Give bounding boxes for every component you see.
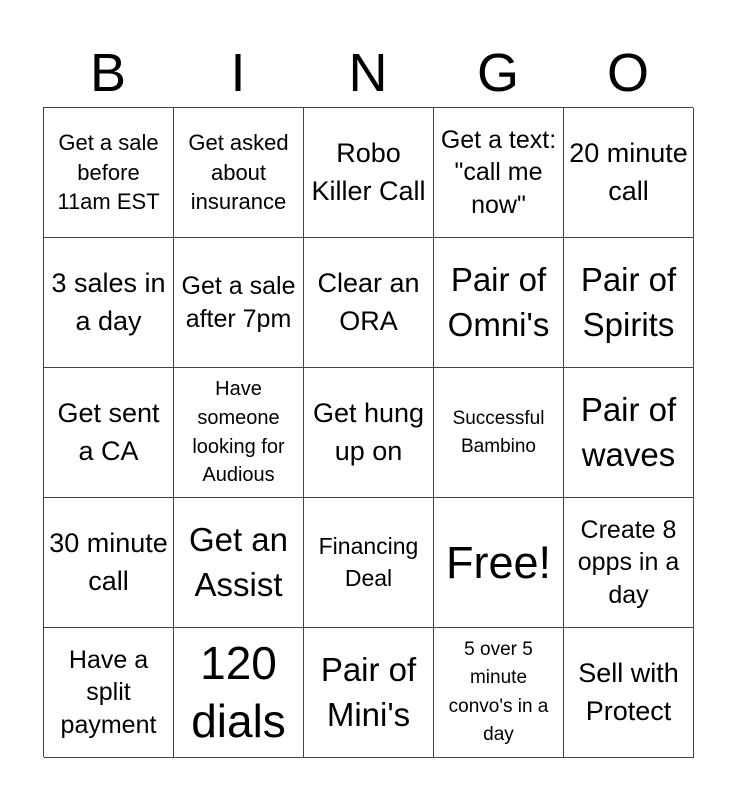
bingo-cell[interactable] (304, 368, 434, 498)
cell-text: Have someone looking for Audious (192, 378, 285, 487)
header-letter-i: I (230, 43, 246, 103)
cell-text: Financing Deal (318, 533, 419, 591)
cell-text: Get a sale before 11am EST (57, 129, 160, 215)
cell-text: Get sent a CA (57, 397, 160, 466)
bingo-cell[interactable] (44, 498, 174, 628)
bingo-cell[interactable] (44, 238, 174, 368)
bingo-cell[interactable] (304, 498, 434, 628)
cell-text: Sell with Protect (578, 657, 679, 726)
cell-text: 20 minute call (569, 137, 688, 206)
header-letter-b: B (89, 43, 127, 103)
cell-text: Pair of Spirits (580, 260, 677, 343)
bingo-cell[interactable] (174, 628, 304, 758)
cell-text: Pair of waves (580, 390, 677, 473)
bingo-cell[interactable] (564, 108, 694, 238)
cell-text: Clear an ORA (317, 267, 420, 336)
bingo-cell[interactable] (434, 108, 564, 238)
bingo-cell[interactable] (44, 368, 174, 498)
bingo-cell free-space[interactable] (434, 498, 564, 628)
header-letter-g: G (476, 43, 519, 103)
bingo-cell[interactable] (44, 628, 174, 758)
bingo-cell[interactable] (304, 238, 434, 368)
cell-text: Free! (445, 536, 552, 588)
bingo-header (43, 40, 693, 106)
bingo-cell[interactable] (44, 108, 174, 238)
cell-text: 30 minute call (49, 527, 168, 596)
cell-text: 5 over 5 minute convo's in a day (448, 638, 549, 745)
cell-text: 120 dials (191, 637, 286, 747)
cell-text: Get an Assist (188, 520, 289, 603)
bingo-cell[interactable] (434, 238, 564, 368)
bingo-cell[interactable] (564, 238, 694, 368)
bingo-board (43, 107, 693, 757)
bingo-cell[interactable] (174, 238, 304, 368)
cell-text: Pair of Omni's (447, 260, 550, 343)
bingo-cell[interactable] (174, 498, 304, 628)
cell-text: Have a split payment (60, 645, 157, 739)
cell-text: Get hung up on (312, 397, 425, 466)
bingo-cell[interactable] (564, 628, 694, 758)
header-letter-o: O (606, 43, 649, 103)
bingo-cell[interactable] (174, 108, 304, 238)
cell-text: Create 8 opps in a day (577, 515, 680, 609)
bingo-cell[interactable] (304, 108, 434, 238)
bingo-cell[interactable] (304, 628, 434, 758)
cell-text: Pair of Mini's (320, 650, 417, 733)
header-letter-n: N (348, 43, 388, 103)
bingo-cell[interactable] (434, 628, 564, 758)
cell-text: Get asked about insurance (188, 129, 289, 215)
cell-text: 3 sales in a day (51, 267, 166, 336)
bingo-cell[interactable] (564, 498, 694, 628)
bingo-cell[interactable] (434, 368, 564, 498)
bingo-cell[interactable] (564, 368, 694, 498)
bingo-cell[interactable] (174, 368, 304, 498)
cell-text: Get a sale after 7pm (181, 272, 296, 333)
cell-text: Robo Killer Call (311, 137, 426, 206)
cell-text: Get a text: "call me now" (440, 125, 557, 219)
cell-text: Successful Bambino (452, 407, 545, 457)
